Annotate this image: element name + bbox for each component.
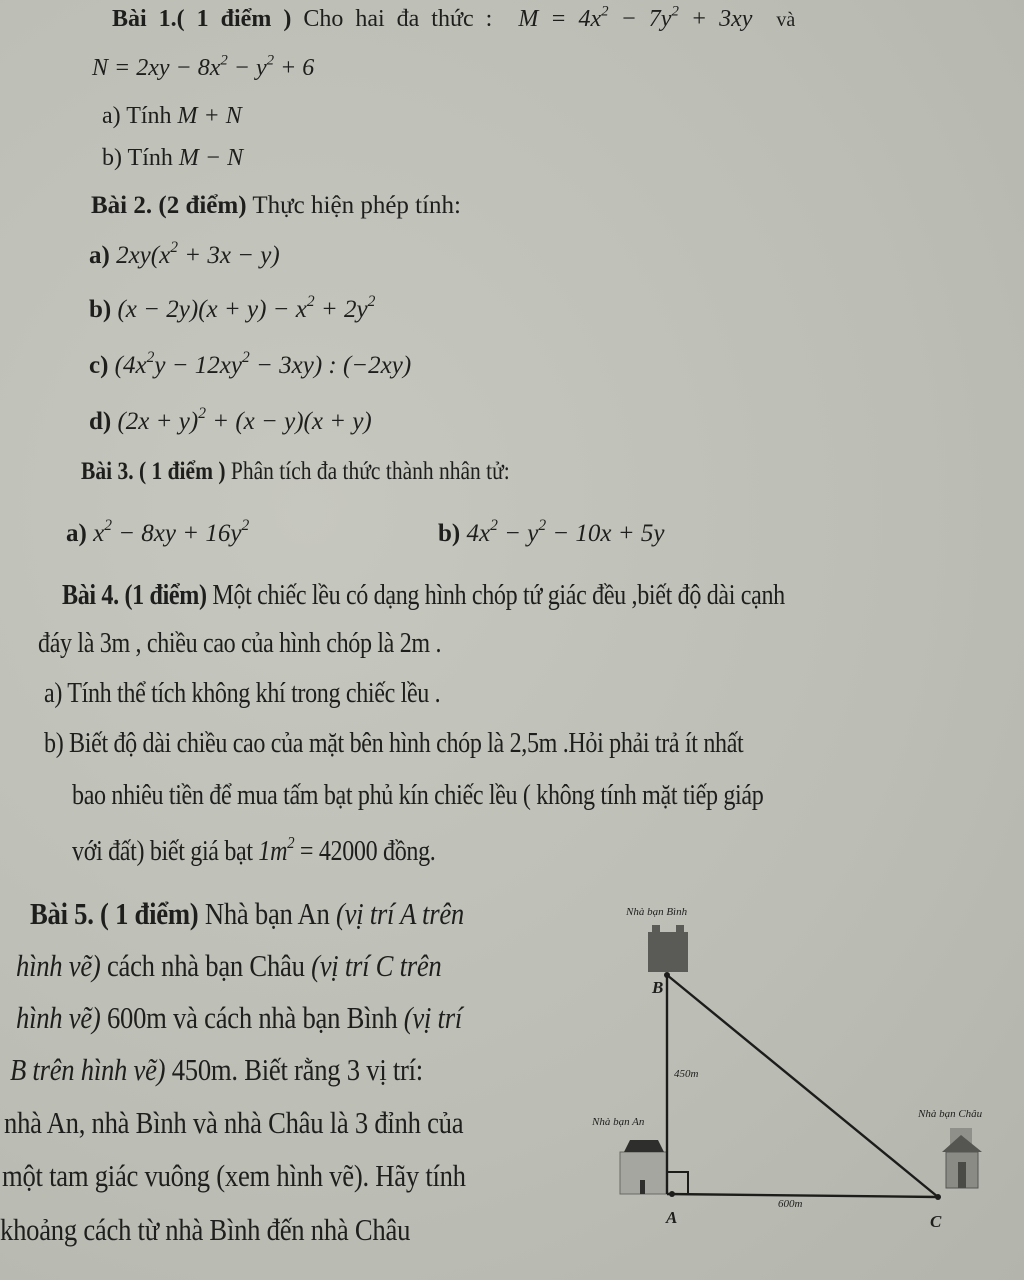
label-nha-ban-chau: Nhà bạn Châu: [918, 1108, 983, 1120]
label-nha-ban-binh: Nhà bạn Bình: [626, 906, 688, 918]
bai2-item-b: b) $(x - 2y)(x + y) - x^2 + 2y^2$: [89, 293, 376, 323]
bai4-question-b-line2: bao nhiêu tiền để mua tấm bạt phủ kín chiếc lều ( không tính mặt tiếp giáp: [72, 780, 764, 811]
bai2-heading: Bài 2. (2 điểm): [91, 192, 247, 219]
bai3-item-b: b) $4x^2 - y^2 - 10x + 5y$: [438, 517, 665, 547]
bai5-line4: B trên hình vẽ) 450m. Biết rằng 3 vị trí:: [10, 1052, 423, 1087]
binh-house-icon: [648, 925, 688, 972]
polynomial-N: $N = 2xy - 8x^2 - y^2 + 6$: [92, 52, 315, 81]
bai1-question-b: b) Tính M − N: [102, 145, 244, 171]
bai3-heading-line: [81, 458, 580, 486]
bai5-line6: một tam giác vuông (xem hình vẽ). Hãy tính: [2, 1158, 466, 1193]
bai4-line2: đáy là 3m , chiều cao của hình chóp là 2m .: [38, 628, 442, 659]
bai4-question-b-line3: với đất) biết giá bạt $1m^2 = 42000$ đồng.: [72, 832, 436, 867]
length-AC: 600m: [778, 1198, 803, 1210]
bai3-heading: Bài 3. ( 1 điểm ): [81, 458, 226, 485]
bai3-item-a: a) $x^2 - 8xy + 16y^2$: [66, 517, 250, 547]
bai2-heading-line: [91, 192, 461, 220]
bai5-line7: khoảng cách từ nhà Bình đến nhà Châu: [0, 1212, 411, 1247]
polynomial-M: $M = 4x^2 - 7y^2 + 3xy$: [518, 3, 753, 32]
point-C-label: C: [930, 1212, 942, 1231]
bai5-line3: hình vẽ) 600m và cách nhà bạn Bình (vị trí: [16, 1000, 462, 1035]
bai2-intro: Thực hiện phép tính:: [252, 192, 462, 219]
label-nha-ban-an: Nhà bạn An: [592, 1116, 645, 1128]
bai2-item-d: d) $(2x + y)^2 + (x - y)(x + y)$: [89, 405, 372, 435]
bai1-line1: [112, 3, 796, 33]
an-house-icon: [620, 1140, 667, 1194]
bai3-intro: Phân tích đa thức thành nhân tử:: [230, 458, 510, 485]
bai4-line1: Bài 4. (1 điểm) Một chiếc lều có dạng hình chóp tứ giác đều ,biết độ dài cạnh: [62, 580, 785, 611]
triangle-diagram: [580, 890, 1020, 1270]
bai5-line1: Bài 5. ( 1 điểm) Nhà bạn An (vị trí A trên: [30, 896, 464, 931]
bai4-question-b-line1: b) Biết độ dài chiều cao của mặt bên hình chóp là 2,5m .Hỏi phải trả ít nhất: [44, 728, 744, 759]
bai1-heading: Bài 1.( 1 điểm ): [112, 6, 292, 32]
bai1-question-a: a) Tính M + N: [102, 103, 242, 129]
point-B-label: B: [652, 978, 664, 997]
bai5-heading: Bài 5. ( 1 điểm): [30, 896, 199, 931]
bai2-item-c: c) $(4x^2y - 12xy^2 - 3xy)$ : (−2xy): [89, 349, 412, 379]
bai1-intro: Cho hai đa thức :: [303, 6, 493, 32]
bai2-item-a: a) $2xy(x^2 + 3x - y)$: [89, 239, 280, 269]
point-A-label: A: [666, 1208, 678, 1227]
bai4-heading: Bài 4. (1 điểm): [62, 580, 207, 611]
bai5-line2: hình vẽ) cách nhà bạn Châu (vị trí C trên: [16, 948, 442, 983]
bai4-question-a: a) Tính thể tích không khí trong chiếc lều .: [44, 678, 441, 709]
length-AB: 450m: [674, 1068, 699, 1080]
right-triangle-figure: [580, 890, 1020, 1270]
and-word: và: [776, 9, 796, 31]
bai5-line5: nhà An, nhà Bình và nhà Châu là 3 đỉnh của: [4, 1105, 464, 1140]
chau-house-icon: [942, 1128, 982, 1188]
